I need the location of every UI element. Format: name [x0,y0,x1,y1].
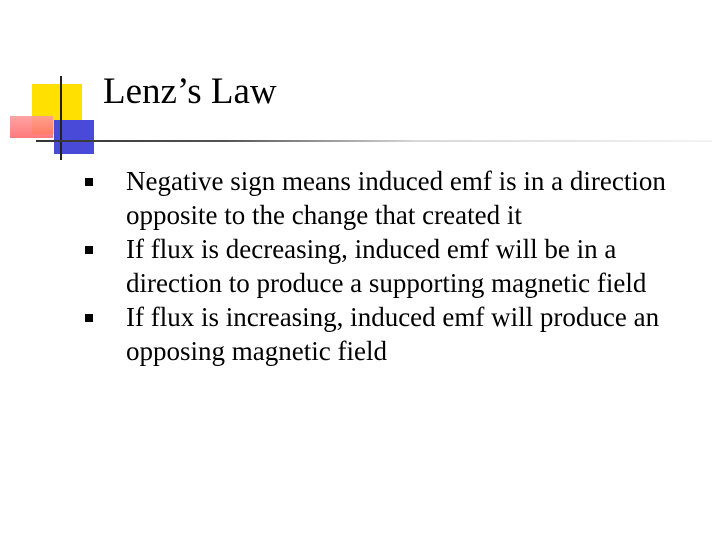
square-bullet-icon [85,246,93,254]
square-bullet-icon [85,314,93,322]
bullet-list [78,164,708,368]
red-square-decoration [10,116,53,138]
bullet-text: Negative sign means induced emf is in a direction opposite to the change that created it [126,166,666,230]
title-underline [36,140,416,142]
bullet-item-3 [78,300,708,368]
slide-title: Lenz’s Law [103,71,277,112]
vertical-rule [60,76,62,160]
bullet-item-2 [78,232,708,300]
bullet-item-1 [78,164,708,232]
bullet-text: If flux is increasing, induced emf will produce an opposing magnetic field [126,302,660,366]
bullet-text: If flux is decreasing, induced emf will be in a direction to produce a supporting magnetic field [126,234,647,298]
square-bullet-icon [85,178,93,186]
